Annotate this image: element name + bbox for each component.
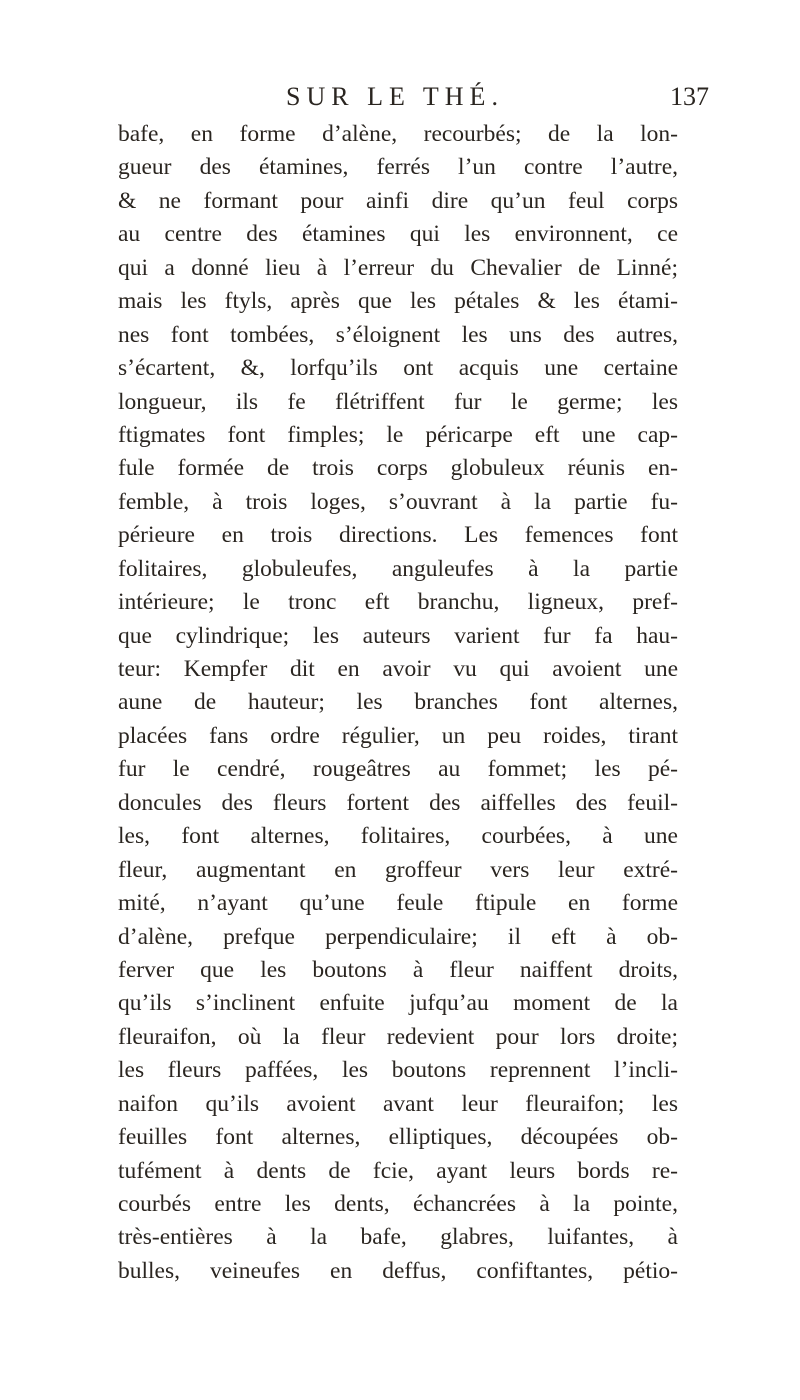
page-number: 137 bbox=[670, 82, 709, 111]
text-line: fleur, augmentant en groffeur vers leur extré- bbox=[118, 856, 678, 883]
text-line: femble, à trois loges, s’ouvrant à la partie fu- bbox=[118, 488, 678, 515]
text-line: doncules des fleurs fortent des aiffelles des feuil- bbox=[118, 789, 678, 816]
text-line: ftigmates font fimples; le péricarpe eft une cap- bbox=[118, 421, 678, 448]
text-line: d’alène, prefque perpendiculaire; il eft à ob- bbox=[118, 923, 678, 950]
text-line: & ne formant pour ainfi dire qu’un feul corps bbox=[118, 187, 678, 214]
text-line: s’écartent, &, lorfqu’ils ont acquis une certaine bbox=[118, 355, 678, 382]
text-line: fleuraifon, où la fleur redevient pour lors droite; bbox=[118, 1023, 678, 1050]
text-line: mais les ftyls, après que les pétales & les étami- bbox=[118, 288, 678, 315]
text-line: ferver que les boutons à fleur naiffent droits, bbox=[118, 956, 678, 983]
text-line: longueur, ils fe flétriffent fur le germe; les bbox=[118, 388, 678, 415]
text-line: nes font tombées, s’éloignent les uns des autres, bbox=[118, 321, 678, 348]
text-line: folitaires, globuleufes, anguleufes à la partie bbox=[118, 555, 678, 582]
text-line: fule formée de trois corps globuleux réunis en- bbox=[118, 455, 678, 482]
text-line: gueur des étamines, ferrés l’un contre l’autre, bbox=[118, 154, 678, 181]
text-line: mité, n’ayant qu’une feule ftipule en forme bbox=[118, 890, 678, 917]
text-line: périeure en trois directions. Les femences font bbox=[118, 522, 678, 549]
text-line: très-entières à la bafe, glabres, luifantes, à bbox=[118, 1224, 678, 1251]
text-line: les fleurs paffées, les boutons reprennent l’incli- bbox=[118, 1057, 678, 1084]
text-line: les, font alternes, folitaires, courbées, à une bbox=[118, 823, 678, 850]
text-line: feuilles font alternes, elliptiques, découpées ob- bbox=[118, 1124, 678, 1151]
text-line: courbés entre les dents, échancrées à la pointe, bbox=[118, 1191, 678, 1217]
text-line: naifon qu’ils avoient avant leur fleuraifon; les bbox=[118, 1090, 678, 1117]
text-line: que cylindrique; les auteurs varient fur fa hau- bbox=[118, 622, 678, 649]
text-line: bafe, en forme d’alène, recourbés; de la lon- bbox=[118, 121, 678, 147]
running-title: SUR LE THÉ. bbox=[286, 82, 504, 111]
text-line: aune de hauteur; les branches font alternes, bbox=[118, 689, 678, 716]
text-line: teur: Kempfer dit en avoir vu qui avoient une bbox=[118, 656, 678, 682]
text-line: qui a donné lieu à l’erreur du Chevalier de Linné; bbox=[118, 254, 678, 281]
text-line: intérieure; le tronc eft branchu, ligneux, pref- bbox=[118, 589, 678, 616]
text-line: au centre des étamines qui les environnent, ce bbox=[118, 221, 678, 248]
text-line: qu’ils s’inclinent enfuite jufqu’au moment de la bbox=[118, 990, 678, 1017]
text-line: tufément à dents de fcie, ayant leurs bords re- bbox=[118, 1157, 678, 1184]
text-line: bulles, veineufes en deffus, confiftantes, pétio- bbox=[118, 1257, 678, 1284]
body-text bbox=[118, 118, 678, 1288]
text-line: fur le cendré, rougeâtres au fommet; les pé- bbox=[118, 756, 678, 783]
text-line: placées fans ordre régulier, un peu roides, tirant bbox=[118, 722, 678, 749]
